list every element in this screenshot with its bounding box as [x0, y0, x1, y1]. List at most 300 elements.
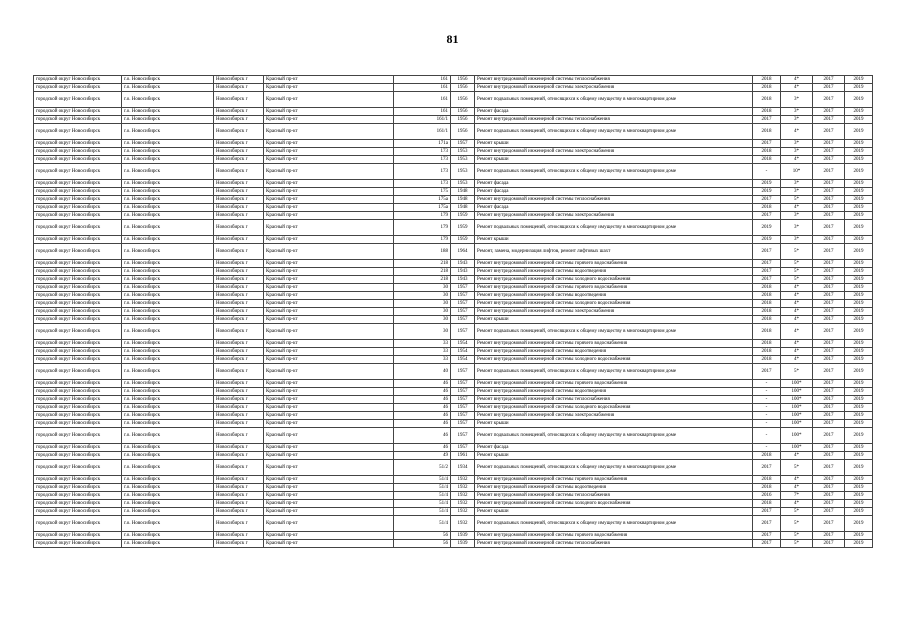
cell-locality: Новосибирск г [214, 188, 264, 196]
cell-street: Красный пр-кт [264, 84, 394, 92]
cell-col11: 2019 [845, 116, 873, 124]
cell-col11: 2019 [845, 244, 873, 260]
cell-year: 1957 [451, 140, 475, 148]
cell-locality: Новосибирск г [214, 516, 264, 532]
cell-work-type: Ремонт подвальных помещений, относящихся к общему имуществу в многоквартирном доме [475, 124, 753, 140]
cell-work-type: Ремонт фасада [475, 188, 753, 196]
cell-settlement: г.о. Новосибирск [122, 396, 214, 404]
cell-district: городской округ Новосибирск [34, 316, 122, 324]
cell-district: городской округ Новосибирск [34, 484, 122, 492]
cell-col11: 2019 [845, 268, 873, 276]
cell-district: городской округ Новосибирск [34, 308, 122, 316]
cell-col8: - [753, 428, 781, 444]
cell-district: городской округ Новосибирск [34, 276, 122, 284]
cell-locality: Новосибирск г [214, 204, 264, 212]
cell-work-type: Ремонт внутридомовой инженерной системы горячего водоснабжения [475, 284, 753, 292]
cell-house: 161 [394, 84, 451, 92]
cell-work-type: Ремонт внутридомовой инженерной системы водоотведения [475, 348, 753, 356]
page-number: 81 [446, 32, 459, 46]
cell-work-type: Ремонт подвальных помещений, относящихся к общему имуществу в многоквартирном доме [475, 460, 753, 476]
cell-col8: 2017 [753, 508, 781, 516]
cell-locality: Новосибирск г [214, 276, 264, 284]
cell-district: городской округ Новосибирск [34, 164, 122, 180]
cell-settlement: г.о. Новосибирск [122, 460, 214, 476]
cell-col10: 2017 [813, 484, 845, 492]
cell-col10: 2017 [813, 420, 845, 428]
cell-locality: Новосибирск г [214, 220, 264, 236]
table-row [34, 396, 873, 404]
cell-col10: 2017 [813, 452, 845, 460]
cell-col9: 4* [781, 284, 813, 292]
cell-street: Красный пр-кт [264, 508, 394, 516]
cell-house: 49 [394, 452, 451, 460]
cell-district: городской округ Новосибирск [34, 516, 122, 532]
cell-col11: 2019 [845, 316, 873, 324]
cell-work-type: Ремонт внутридомовой инженерной системы холодного водоснабжения [475, 404, 753, 412]
cell-district: городской округ Новосибирск [34, 388, 122, 396]
cell-year: 1953 [451, 156, 475, 164]
cell-col9: 100* [781, 388, 813, 396]
cell-district: городской округ Новосибирск [34, 284, 122, 292]
cell-year: 1932 [451, 484, 475, 492]
cell-col10: 2017 [813, 396, 845, 404]
cell-street: Красный пр-кт [264, 156, 394, 164]
cell-district: городской округ Новосибирск [34, 380, 122, 388]
cell-settlement: г.о. Новосибирск [122, 476, 214, 484]
cell-work-type: Ремонт внутридомовой инженерной системы водоотведения [475, 484, 753, 492]
cell-work-type: Ремонт внутридомовой инженерной системы горячего водоснабжения [475, 532, 753, 540]
table-row [34, 220, 873, 236]
cell-settlement: г.о. Новосибирск [122, 260, 214, 268]
cell-house: 175а [394, 196, 451, 204]
cell-house: 46 [394, 396, 451, 404]
cell-locality: Новосибирск г [214, 348, 264, 356]
cell-district: городской округ Новосибирск [34, 428, 122, 444]
cell-locality: Новосибирск г [214, 148, 264, 156]
cell-district: городской округ Новосибирск [34, 204, 122, 212]
cell-col10: 2017 [813, 284, 845, 292]
cell-col11: 2019 [845, 196, 873, 204]
cell-locality: Новосибирск г [214, 532, 264, 540]
cell-col10: 2017 [813, 76, 845, 84]
cell-col11: 2019 [845, 364, 873, 380]
cell-col8: 2017 [753, 268, 781, 276]
cell-district: городской округ Новосибирск [34, 84, 122, 92]
cell-locality: Новосибирск г [214, 196, 264, 204]
cell-work-type: Ремонт внутридомовой инженерной системы электроснабжения [475, 308, 753, 316]
cell-district: городской округ Новосибирск [34, 412, 122, 420]
cell-col11: 2019 [845, 484, 873, 492]
cell-settlement: г.о. Новосибирск [122, 308, 214, 316]
cell-locality: Новосибирск г [214, 500, 264, 508]
cell-work-type: Ремонт внутридомовой инженерной системы теплоснабжения [475, 196, 753, 204]
cell-district: городской округ Новосибирск [34, 212, 122, 220]
cell-settlement: г.о. Новосибирск [122, 116, 214, 124]
cell-year: 1956 [451, 124, 475, 140]
cell-locality: Новосибирск г [214, 156, 264, 164]
cell-year: 1932 [451, 508, 475, 516]
cell-work-type: Ремонт крыши [475, 316, 753, 324]
cell-year: 1957 [451, 388, 475, 396]
cell-col11: 2019 [845, 500, 873, 508]
cell-work-type: Ремонт внутридомовой инженерной системы теплоснабжения [475, 540, 753, 548]
cell-col9: 100* [781, 444, 813, 452]
cell-col8: 2018 [753, 92, 781, 108]
cell-district: городской округ Новосибирск [34, 148, 122, 156]
cell-locality: Новосибирск г [214, 244, 264, 260]
cell-col11: 2019 [845, 356, 873, 364]
cell-col10: 2017 [813, 244, 845, 260]
cell-col10: 2017 [813, 308, 845, 316]
cell-house: 51/4 [394, 508, 451, 516]
cell-district: городской округ Новосибирск [34, 476, 122, 484]
cell-street: Красный пр-кт [264, 484, 394, 492]
cell-year: 1932 [451, 500, 475, 508]
cell-settlement: г.о. Новосибирск [122, 340, 214, 348]
cell-street: Красный пр-кт [264, 236, 394, 244]
cell-settlement: г.о. Новосибирск [122, 452, 214, 460]
cell-col11: 2019 [845, 188, 873, 196]
cell-col10: 2017 [813, 500, 845, 508]
cell-col10: 2017 [813, 164, 845, 180]
table-row [34, 380, 873, 388]
cell-settlement: г.о. Новосибирск [122, 484, 214, 492]
cell-col9: 4* [781, 124, 813, 140]
cell-year: 1943 [451, 260, 475, 268]
cell-district: городской округ Новосибирск [34, 540, 122, 548]
cell-col10: 2017 [813, 188, 845, 196]
cell-col8: 2018 [753, 300, 781, 308]
cell-district: городской округ Новосибирск [34, 460, 122, 476]
cell-work-type: Ремонт крыши [475, 420, 753, 428]
cell-year: 1959 [451, 236, 475, 244]
table-row [34, 428, 873, 444]
cell-street: Красный пр-кт [264, 476, 394, 484]
cell-year: 1959 [451, 212, 475, 220]
cell-col11: 2019 [845, 404, 873, 412]
cell-year: 1956 [451, 92, 475, 108]
cell-settlement: г.о. Новосибирск [122, 236, 214, 244]
cell-settlement: г.о. Новосибирск [122, 300, 214, 308]
cell-house: 30 [394, 316, 451, 324]
cell-col8: 2018 [753, 476, 781, 484]
cell-district: городской округ Новосибирск [34, 492, 122, 500]
cell-street: Красный пр-кт [264, 244, 394, 260]
cell-street: Красный пр-кт [264, 116, 394, 124]
table-row [34, 540, 873, 548]
cell-col8: 2017 [753, 260, 781, 268]
cell-col9: 4* [781, 300, 813, 308]
cell-year: 1948 [451, 204, 475, 212]
cell-col9: 10* [781, 164, 813, 180]
cell-house: 51/4 [394, 484, 451, 492]
cell-col11: 2019 [845, 204, 873, 212]
cell-street: Красный пр-кт [264, 108, 394, 116]
cell-col11: 2019 [845, 420, 873, 428]
table-row [34, 188, 873, 196]
cell-locality: Новосибирск г [214, 124, 264, 140]
cell-work-type: Ремонт фасада [475, 180, 753, 188]
cell-col10: 2017 [813, 348, 845, 356]
cell-col8: 2018 [753, 156, 781, 164]
cell-col8: - [753, 388, 781, 396]
cell-col10: 2017 [813, 212, 845, 220]
cell-street: Красный пр-кт [264, 540, 394, 548]
table-row [34, 148, 873, 156]
cell-col11: 2019 [845, 452, 873, 460]
cell-street: Красный пр-кт [264, 188, 394, 196]
cell-col11: 2019 [845, 444, 873, 452]
cell-col9: 100* [781, 412, 813, 420]
cell-col9: 100* [781, 396, 813, 404]
table-row [34, 180, 873, 188]
cell-col11: 2019 [845, 236, 873, 244]
cell-col11: 2019 [845, 540, 873, 548]
cell-col9: 4* [781, 308, 813, 316]
cell-street: Красный пр-кт [264, 324, 394, 340]
cell-col8: 2016 [753, 492, 781, 500]
cell-work-type: Ремонт внутридомовой инженерной системы водоотведения [475, 268, 753, 276]
cell-district: городской округ Новосибирск [34, 92, 122, 108]
cell-house: 46 [394, 420, 451, 428]
cell-locality: Новосибирск г [214, 452, 264, 460]
cell-house: 171а [394, 140, 451, 148]
cell-house: 46 [394, 404, 451, 412]
table-row [34, 284, 873, 292]
cell-street: Красный пр-кт [264, 356, 394, 364]
cell-street: Красный пр-кт [264, 180, 394, 188]
cell-col11: 2019 [845, 508, 873, 516]
cell-work-type: Ремонт внутридомовой инженерной системы электроснабжения [475, 212, 753, 220]
cell-street: Красный пр-кт [264, 148, 394, 156]
cell-work-type: Ремонт подвальных помещений, относящихся к общему имуществу в многоквартирном доме [475, 324, 753, 340]
cell-col9: 5* [781, 268, 813, 276]
cell-col9: 5* [781, 364, 813, 380]
cell-locality: Новосибирск г [214, 404, 264, 412]
cell-col11: 2019 [845, 76, 873, 84]
cell-col11: 2019 [845, 476, 873, 484]
cell-settlement: г.о. Новосибирск [122, 292, 214, 300]
cell-col8: 2017 [753, 276, 781, 284]
cell-house: 33 [394, 340, 451, 348]
cell-col8: 2019 [753, 180, 781, 188]
cell-locality: Новосибирск г [214, 412, 264, 420]
cell-col10: 2017 [813, 404, 845, 412]
cell-locality: Новосибирск г [214, 316, 264, 324]
cell-year: 1956 [451, 108, 475, 116]
table-row [34, 460, 873, 476]
cell-col8: 2018 [753, 124, 781, 140]
cell-settlement: г.о. Новосибирск [122, 148, 214, 156]
cell-district: городской округ Новосибирск [34, 324, 122, 340]
cell-street: Красный пр-кт [264, 292, 394, 300]
cell-work-type: Ремонт внутридомовой инженерной системы электроснабжения [475, 412, 753, 420]
cell-house: 33 [394, 356, 451, 364]
cell-col8: 2017 [753, 116, 781, 124]
cell-settlement: г.о. Новосибирск [122, 348, 214, 356]
cell-settlement: г.о. Новосибирск [122, 404, 214, 412]
cell-col11: 2019 [845, 212, 873, 220]
cell-street: Красный пр-кт [264, 76, 394, 84]
cell-col9: 3* [781, 212, 813, 220]
cell-work-type: Ремонт внутридомовой инженерной системы холодного водоснабжения [475, 500, 753, 508]
cell-col8: 2018 [753, 340, 781, 348]
cell-year: 1953 [451, 180, 475, 188]
cell-col8: - [753, 404, 781, 412]
cell-house: 218 [394, 260, 451, 268]
cell-col9: 3* [781, 140, 813, 148]
cell-col10: 2017 [813, 508, 845, 516]
cell-col9: 5* [781, 532, 813, 540]
cell-district: городской округ Новосибирск [34, 180, 122, 188]
cell-settlement: г.о. Новосибирск [122, 356, 214, 364]
cell-col9: 4* [781, 452, 813, 460]
cell-col10: 2017 [813, 116, 845, 124]
cell-street: Красный пр-кт [264, 428, 394, 444]
cell-col11: 2019 [845, 340, 873, 348]
cell-locality: Новосибирск г [214, 420, 264, 428]
cell-work-type: Ремонт фасада [475, 204, 753, 212]
cell-col11: 2019 [845, 92, 873, 108]
cell-street: Красный пр-кт [264, 412, 394, 420]
cell-street: Красный пр-кт [264, 420, 394, 428]
cell-street: Красный пр-кт [264, 452, 394, 460]
cell-house: 46 [394, 380, 451, 388]
cell-settlement: г.о. Новосибирск [122, 140, 214, 148]
cell-col10: 2017 [813, 364, 845, 380]
cell-street: Красный пр-кт [264, 460, 394, 476]
cell-locality: Новосибирск г [214, 460, 264, 476]
cell-col11: 2019 [845, 388, 873, 396]
cell-year: 1956 [451, 84, 475, 92]
cell-locality: Новосибирск г [214, 284, 264, 292]
cell-col11: 2019 [845, 108, 873, 116]
cell-col9: 100* [781, 428, 813, 444]
cell-settlement: г.о. Новосибирск [122, 420, 214, 428]
cell-house: 188 [394, 244, 451, 260]
cell-settlement: г.о. Новосибирск [122, 212, 214, 220]
cell-col10: 2017 [813, 124, 845, 140]
cell-col9: 4* [781, 76, 813, 84]
cell-col8: - [753, 380, 781, 388]
cell-street: Красный пр-кт [264, 364, 394, 380]
cell-locality: Новосибирск г [214, 476, 264, 484]
cell-col10: 2017 [813, 92, 845, 108]
cell-settlement: г.о. Новосибирск [122, 500, 214, 508]
cell-col10: 2017 [813, 412, 845, 420]
cell-house: 30 [394, 308, 451, 316]
cell-settlement: г.о. Новосибирск [122, 108, 214, 116]
cell-street: Красный пр-кт [264, 164, 394, 180]
cell-settlement: г.о. Новосибирск [122, 92, 214, 108]
cell-col10: 2017 [813, 492, 845, 500]
cell-settlement: г.о. Новосибирск [122, 164, 214, 180]
cell-locality: Новосибирск г [214, 340, 264, 348]
cell-locality: Новосибирск г [214, 508, 264, 516]
cell-col11: 2019 [845, 516, 873, 532]
cell-locality: Новосибирск г [214, 260, 264, 268]
cell-house: 30 [394, 284, 451, 292]
cell-col8: 2018 [753, 324, 781, 340]
cell-settlement: г.о. Новосибирск [122, 76, 214, 84]
cell-district: городской округ Новосибирск [34, 300, 122, 308]
cell-settlement: г.о. Новосибирск [122, 316, 214, 324]
cell-col8: 2018 [753, 356, 781, 364]
table-row [34, 108, 873, 116]
cell-locality: Новосибирск г [214, 324, 264, 340]
table-row [34, 260, 873, 268]
cell-col11: 2019 [845, 396, 873, 404]
cell-col10: 2017 [813, 260, 845, 268]
cell-col10: 2017 [813, 220, 845, 236]
cell-year: 1934 [451, 460, 475, 476]
table-row [34, 324, 873, 340]
cell-house: 46 [394, 444, 451, 452]
cell-col9: 4* [781, 348, 813, 356]
cell-district: городской округ Новосибирск [34, 156, 122, 164]
cell-locality: Новосибирск г [214, 76, 264, 84]
cell-year: 1957 [451, 404, 475, 412]
cell-col11: 2019 [845, 84, 873, 92]
cell-year: 1932 [451, 476, 475, 484]
cell-locality: Новосибирск г [214, 116, 264, 124]
cell-col8: 2017 [753, 532, 781, 540]
cell-settlement: г.о. Новосибирск [122, 84, 214, 92]
cell-col11: 2019 [845, 348, 873, 356]
cell-col9: 100* [781, 420, 813, 428]
table-row [34, 404, 873, 412]
cell-col11: 2019 [845, 148, 873, 156]
cell-year: 1957 [451, 284, 475, 292]
cell-house: 175а [394, 204, 451, 212]
table-row [34, 124, 873, 140]
cell-settlement: г.о. Новосибирск [122, 324, 214, 340]
cell-work-type: Ремонт подвальных помещений, относящихся к общему имуществу в многоквартирном доме [475, 516, 753, 532]
cell-year: 1954 [451, 340, 475, 348]
cell-locality: Новосибирск г [214, 540, 264, 548]
cell-work-type: Ремонт фасада [475, 108, 753, 116]
cell-district: городской округ Новосибирск [34, 260, 122, 268]
cell-col11: 2019 [845, 324, 873, 340]
cell-settlement: г.о. Новосибирск [122, 380, 214, 388]
cell-district: городской округ Новосибирск [34, 500, 122, 508]
cell-col8: 2017 [753, 516, 781, 532]
cell-settlement: г.о. Новосибирск [122, 220, 214, 236]
cell-col9: 3* [781, 108, 813, 116]
table-row [34, 92, 873, 108]
cell-district: городской округ Новосибирск [34, 116, 122, 124]
cell-col10: 2017 [813, 388, 845, 396]
table-row [34, 348, 873, 356]
table-row [34, 292, 873, 300]
cell-col9: 3* [781, 92, 813, 108]
cell-work-type: Ремонт внутридомовой инженерной системы горячего водоснабжения [475, 380, 753, 388]
cell-house: 56 [394, 540, 451, 548]
cell-col10: 2017 [813, 180, 845, 188]
cell-locality: Новосибирск г [214, 300, 264, 308]
cell-year: 1939 [451, 540, 475, 548]
cell-col8: 2018 [753, 204, 781, 212]
cell-settlement: г.о. Новосибирск [122, 156, 214, 164]
cell-col9: 4* [781, 316, 813, 324]
cell-year: 1957 [451, 300, 475, 308]
cell-year: 1957 [451, 292, 475, 300]
cell-col8: 2019 [753, 236, 781, 244]
cell-col8: 2017 [753, 140, 781, 148]
table-row [34, 316, 873, 324]
cell-col8: 2018 [753, 316, 781, 324]
registry-body [34, 76, 873, 548]
